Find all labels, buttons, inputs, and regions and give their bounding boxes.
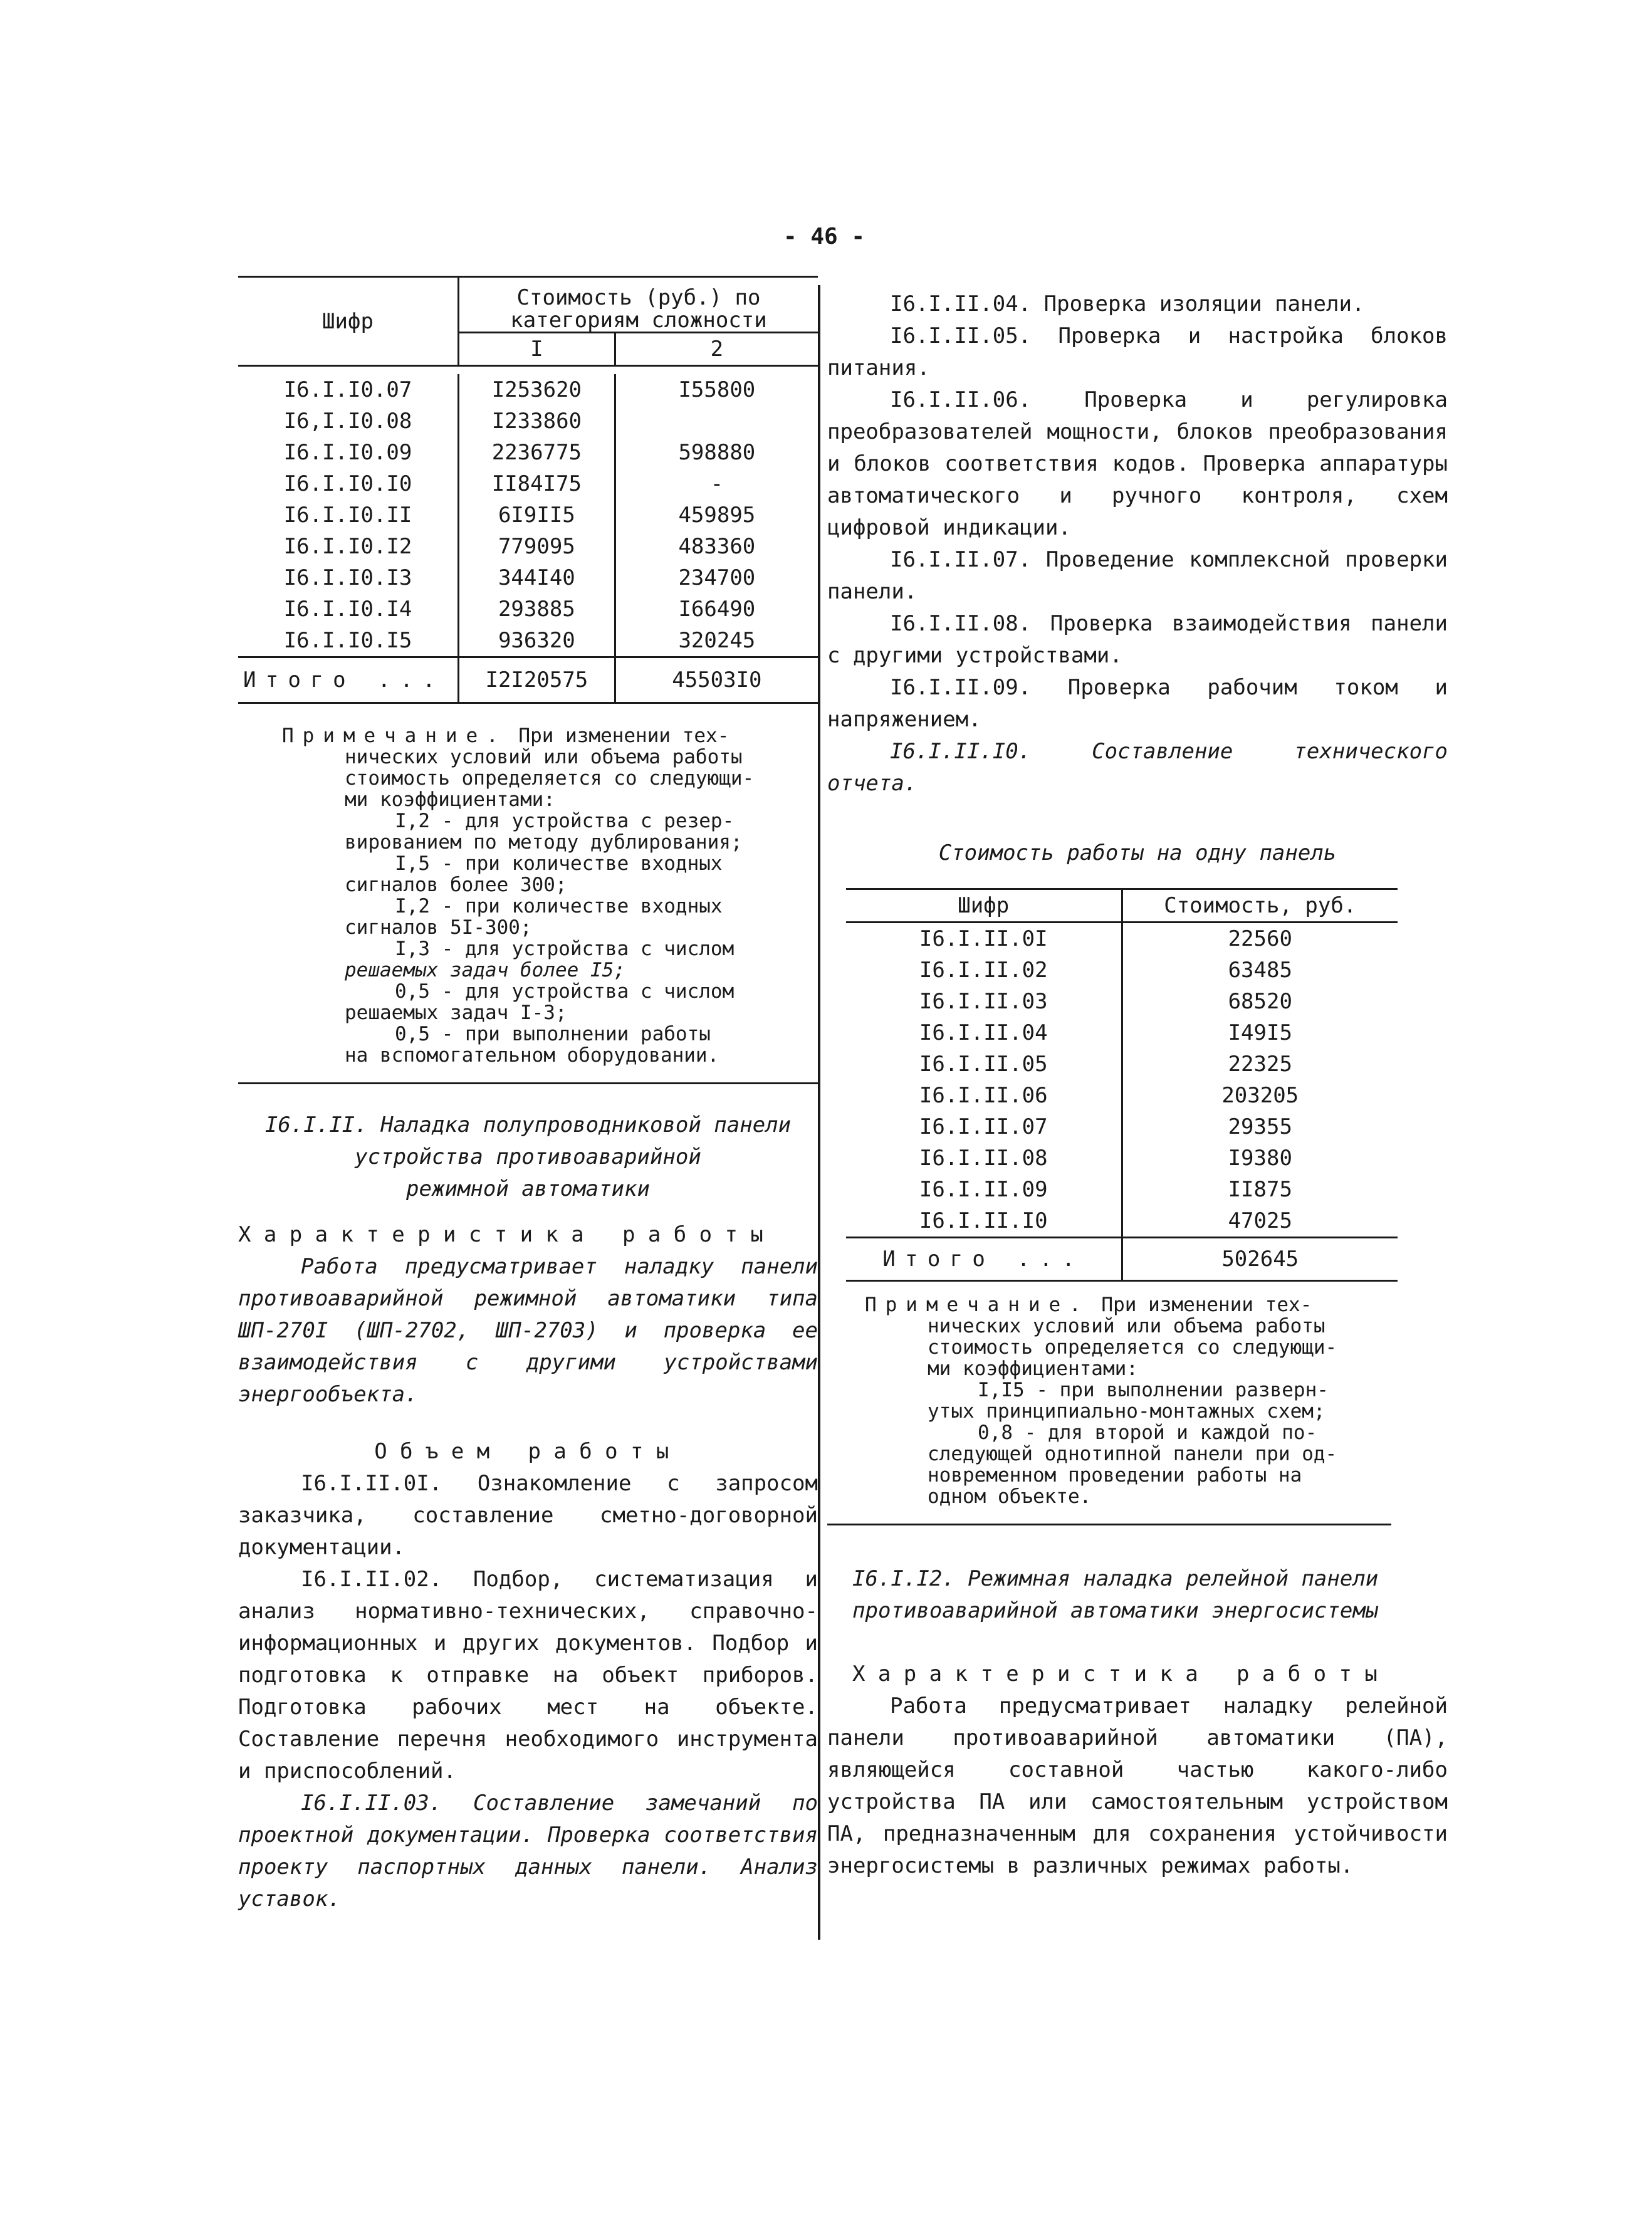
column-divider (818, 285, 820, 1940)
cost-table-16-1-11 (846, 888, 1398, 1282)
table-row: I6.I.I0.I5 936320 320245 (238, 625, 818, 657)
scope-item: I6.I.II.06. Проверка и регулировка преобразователей мощности, блоков преобразования и блоков соответствия кодов. Проверка аппаратуры автоматического и ручного контроля, схем цифровой индикации. (827, 387, 1448, 540)
table-total-row: Итого ... 502645 (846, 1238, 1398, 1281)
table-row: I6.I.II.09 II875 (846, 1174, 1398, 1205)
table-row: I6.I.II.0I 22560 (846, 923, 1398, 955)
left-column (238, 276, 818, 1915)
header-cost: Стоимость (руб.) по категориям сложности (459, 277, 818, 333)
characteristic-heading: Характеристика работы (238, 1222, 776, 1247)
section-title: I6.I.II. Наладка полупроводниковой панели устройства противоаварийной режимной автоматики (264, 1112, 792, 1201)
section-title-16-1-12: I6.I.I2. Режимная наладка релейной панели противоаварийной автоматики энергосистемы (852, 1566, 1379, 1623)
note-block-2: Примечание. При изменении тех- нических условий или объема работы стоимость определяется со следующи- ми коэффициентами: I,I5 - при выполнении разверн- утых принципиально-монтажных схем; 0,8 - для второй и каждой по- следующей однотипной панели при од- новременном проведении работы на одном объекте. (865, 1294, 1337, 1508)
table-row: I6.I.II.05 22325 (846, 1049, 1398, 1080)
header-cost: Стоимость, руб. (1122, 889, 1398, 923)
scope-item: I6.I.II.07. Проведение комплексной проверки панели. (827, 547, 1448, 604)
scope-item: I6.I.II.I0. Составление технического отчета. (827, 739, 1448, 796)
scope-item: I6.I.II.09. Проверка рабочим током и напряжением. (827, 675, 1448, 732)
header-cat1: I (459, 333, 615, 366)
header-code: Шифр (958, 893, 1010, 918)
note-heading: Примечание. (282, 724, 507, 747)
scope-heading: Объем работы (374, 1439, 682, 1464)
table-row: I6.I.II.06 203205 (846, 1080, 1398, 1111)
table-row: I6.I.II.04 I49I5 (846, 1017, 1398, 1049)
scope-item: I6.I.II.03. Составление замечаний по проектной документации. Проверка соответствия проекту паспортных данных панели. Анализ уставок. (238, 1791, 818, 1912)
note-block-1: Примечание. При изменении тех- нических условий или объема работы стоимость определяется со следующи- ми коэффициентами: I,2 - для устройства с резер- вированием по методу дублирования; I,5 - при количестве входных сигналов более 300; I,2 - при количестве входных сигналов 5I-300; I,3 - для устройства с числом решаемых задач более I5; 0,5 - для устройства с числом решаемых задач I-3; 0,5 - при выполнении работы на вспомогательном оборудовании. (282, 724, 755, 1067)
table-row: I6.I.II.08 I9380 (846, 1143, 1398, 1174)
table-row: I6.I.II.03 68520 (846, 986, 1398, 1017)
table-caption: Стоимость работы на одну панель (938, 840, 1337, 866)
table-row: I6.I.I0.I2 779095 483360 (238, 531, 818, 562)
table-row: I6.I.II.07 29355 (846, 1111, 1398, 1143)
table-row: I6.I.I0.07 I253620 I55800 (238, 374, 818, 405)
scope-item: I6.I.II.05. Проверка и настройка блоков питания. (827, 323, 1448, 380)
table-row: I6.I.II.02 63485 (846, 954, 1398, 986)
section-divider (238, 1082, 818, 1084)
table-row: I6.I.I0.I3 344I40 234700 (238, 562, 818, 594)
characteristic-text: Работа предусматривает наладку релейной панели противоаварийной автоматики (ПА), являющейся составной частью какого-либо устройства ПА или самостоятельным устройством ПА, предназначенным для сохранения устойчивости энергосистемы в различных режимах работы. (827, 1693, 1448, 1878)
table-row: I6.I.II.I0 47025 (846, 1205, 1398, 1238)
scope-item: I6.I.II.08. Проверка взаимодействия панели с другими устройствами. (827, 611, 1448, 668)
right-column (827, 288, 1448, 1882)
table-row: I6.I.I0.II 6I9II5 459895 (238, 499, 818, 531)
characteristic-text: Работа предусматривает наладку панели противоаварийной режимной автоматики типа ШП-270I (ШП-2702, ШП-2703) и проверка ее взаимодействия с другими устройствами энергообъекта. (238, 1254, 818, 1407)
table-row: I6.I.I0.I4 293885 I66490 (238, 594, 818, 625)
scope-item: I6.I.II.02. Подбор, систематизация и анализ нормативно-технических, справочно-информационных и других документов. Подбор и подготовка к отправке на объект приборов. Подготовка рабочих мест на объекте. Составление перечня необходимого инструмента и приспособлений. (238, 1567, 818, 1784)
table-row: I6.I.I0.09 2236775 598880 (238, 437, 818, 468)
table-total-row: Итого ... I2I20575 45503I0 (238, 657, 818, 703)
table-row: I6.I.I0.I0 II84I75 - (238, 468, 818, 499)
section-divider (827, 1524, 1391, 1525)
page-number: - 46 - (783, 224, 865, 249)
scope-item: I6.I.II.04. Проверка изоляции панели. (890, 291, 1365, 316)
header-cat2: 2 (615, 333, 818, 366)
table-row: I6,I.I0.08 I233860 (238, 405, 818, 437)
cost-table-16-1-10 (238, 276, 818, 704)
characteristic-heading: Характеристика работы (852, 1661, 1391, 1687)
header-code: Шифр (238, 277, 459, 366)
scope-item: I6.I.II.0I. Ознакомление с запросом заказчика, составление сметно-договорной документации. (238, 1471, 818, 1560)
note-heading: Примечание. (865, 1294, 1090, 1316)
